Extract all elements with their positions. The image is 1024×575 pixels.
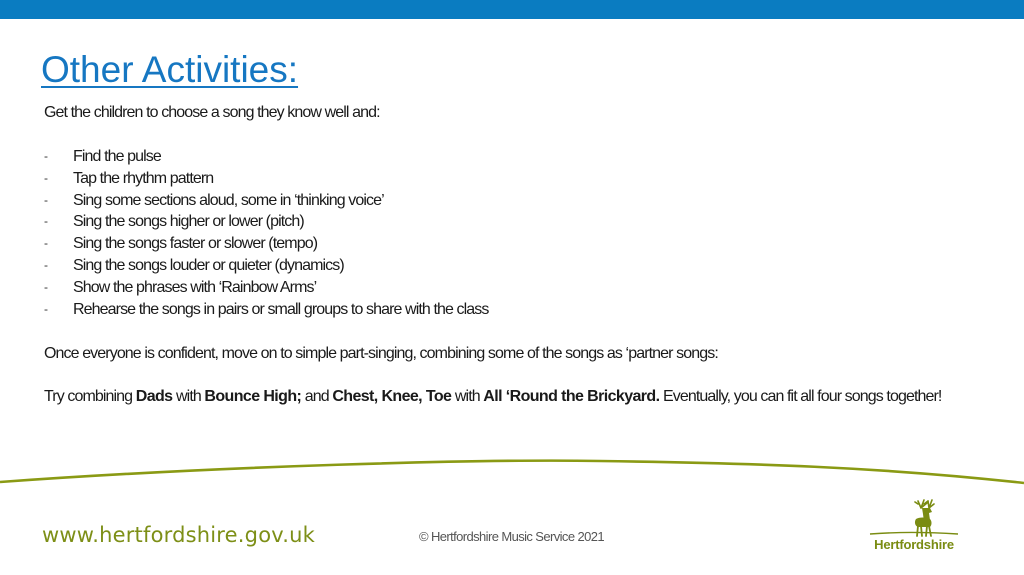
list-item-text: Show the phrases with ‘Rainbow Arms’ [73, 278, 317, 296]
list-item-text: Sing the songs louder or quieter (dynamics) [73, 256, 344, 274]
page-title: Other Activities: [41, 49, 299, 90]
stag-icon [866, 498, 961, 538]
paragraph-text: Eventually, you can fit all four songs together! [659, 388, 942, 405]
song-title: Bounce High; [204, 388, 302, 405]
paragraph-text: with [172, 388, 205, 405]
dash-bullet: - [44, 279, 48, 294]
list-item-text: Tap the rhythm pattern [73, 169, 214, 187]
dash-bullet: - [44, 149, 48, 163]
intro-text: Get the children to choose a song they know well and: [44, 104, 380, 121]
copyright-text: © Hertfordshire Music Service 2021 [419, 529, 604, 544]
song-title: Chest, Knee, Toe [332, 388, 452, 405]
top-banner-bar [0, 0, 1024, 19]
logo-wordmark: Hertfordshire [874, 537, 954, 552]
decorative-wave-line [0, 450, 1024, 490]
dash-bullet: - [44, 192, 48, 207]
paragraph-text: with [451, 388, 484, 405]
hertfordshire-logo [866, 498, 961, 556]
dash-bullet: - [44, 301, 48, 316]
combining-songs-paragraph [44, 387, 974, 406]
dash-bullet: - [44, 257, 48, 272]
dash-bullet: - [44, 170, 48, 185]
paragraph-text: Try combining [44, 388, 136, 405]
dash-bullet: - [44, 236, 48, 251]
paragraph-text: and [301, 388, 333, 405]
list-item-text: Sing the songs faster or slower (tempo) [73, 235, 318, 253]
song-title: Dads [135, 388, 173, 405]
partner-songs-paragraph: Once everyone is confident, move on to simple part-singing, combining some of the songs as ‘partner songs: [44, 345, 718, 362]
list-item-text: Sing some sections aloud, some in ‘thinking voice’ [73, 191, 384, 209]
list-item-text: Rehearse the songs in pairs or small groups to share with the class [73, 300, 489, 318]
song-title: All ‘Round the Brickyard. [483, 388, 660, 405]
dash-bullet: - [44, 214, 48, 229]
list-item-text: Sing the songs higher or lower (pitch) [73, 213, 304, 231]
website-url: www.hertfordshire.gov.uk [42, 523, 315, 547]
list-item-text: Find the pulse [73, 148, 161, 165]
